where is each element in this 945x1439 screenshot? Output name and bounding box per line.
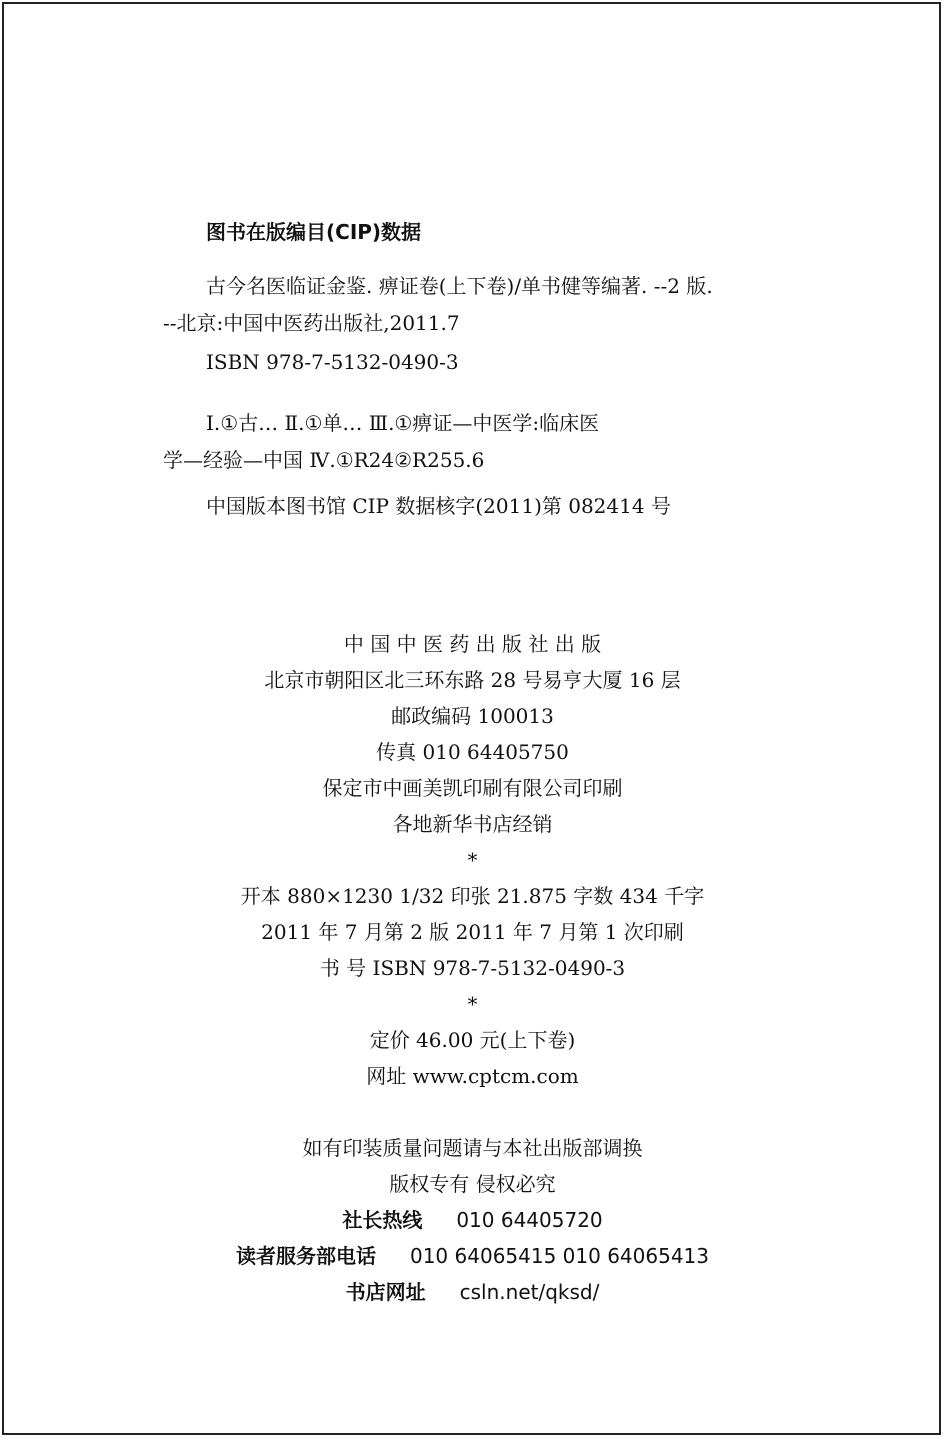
book-number: 书 号 ISBN 978-7-5132-0490-3	[319, 956, 626, 980]
cip-title-line-2: --北京:中国中医药出版社,2011.7	[163, 311, 460, 335]
cip-record-number: 中国版本图书馆 CIP 数据核字(2011)第 082414 号	[206, 494, 671, 518]
reader-service-label: 读者服务部电话	[235, 1244, 376, 1268]
publisher-postcode: 邮政编码 100013	[391, 704, 554, 728]
publisher-name: 中 国 中 医 药 出 版 社 出 版	[343, 632, 602, 656]
hotline-value: 010 64405720	[456, 1208, 603, 1232]
bookstore-row	[0, 1282, 945, 1302]
publisher-fax: 传真 010 64405750	[376, 740, 569, 764]
publisher-address: 北京市朝阳区北三环东路 28 号易亨大厦 16 层	[264, 668, 681, 692]
hotline-label: 社长热线	[342, 1208, 423, 1232]
replacement-notice: 如有印装质量问题请与本社出版部调换	[302, 1136, 643, 1160]
website: 网址 www.cptcm.com	[366, 1064, 579, 1088]
distributor: 各地新华书店经销	[392, 812, 553, 836]
price: 定价 46.00 元(上下卷)	[369, 1028, 576, 1052]
book-format: 开本 880×1230 1/32 印张 21.875 字数 434 千字	[240, 884, 705, 908]
reader-service-values: 010 64065415 010 64065413	[409, 1244, 709, 1268]
reader-service-row	[0, 1246, 945, 1266]
cip-isbn: ISBN 978-7-5132-0490-3	[206, 350, 459, 374]
cip-classification-line-1: Ⅰ.①古… Ⅱ.①单… Ⅲ.①痹证—中医学:临床医	[206, 411, 600, 435]
edition-info: 2011 年 7 月第 2 版 2011 年 7 月第 1 次印刷	[261, 920, 684, 944]
hotline-row	[0, 1210, 945, 1230]
bookstore-url[interactable]: csln.net/qksd/	[459, 1280, 600, 1304]
bookstore-label: 书店网址	[345, 1280, 426, 1304]
printer-name: 保定市中画美凯印刷有限公司印刷	[322, 776, 623, 800]
cip-title-line-1: 古今名医临证金鉴. 痹证卷(上下卷)/单书健等编著. --2 版.	[206, 274, 713, 298]
separator-star: *	[467, 848, 478, 872]
copyright-notice: 版权专有 侵权必究	[389, 1172, 556, 1196]
cip-heading: 图书在版编目(CIP)数据	[206, 220, 422, 244]
separator-star: *	[467, 992, 478, 1016]
cip-classification-line-2: 学—经验—中国 Ⅳ.①R24②R255.6	[163, 448, 485, 472]
